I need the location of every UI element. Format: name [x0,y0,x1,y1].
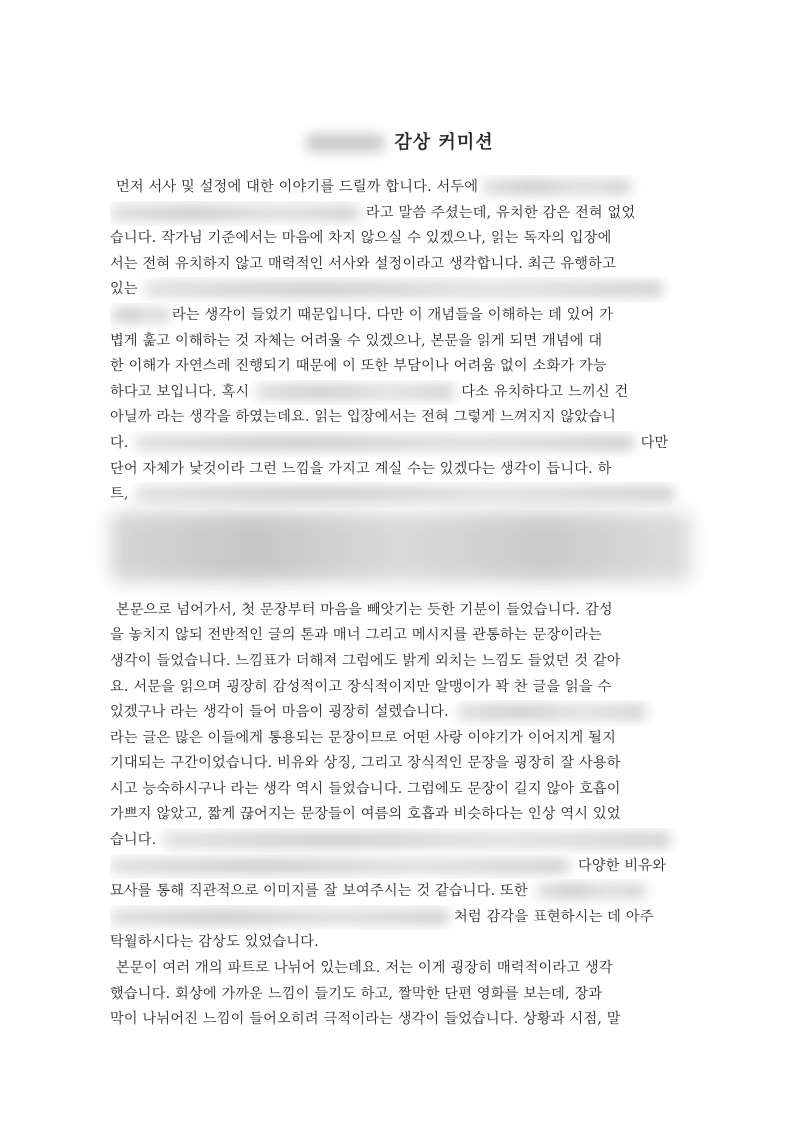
text-line: 있는 [110,277,692,303]
redacted-text [162,832,672,848]
text-line: 시고 능숙하시구나 라는 생각 역시 들었습니다. 그럼에도 문장이 길지 않아 호흡이 [110,780,621,797]
text-line: 기대되는 구간이었습니다. 비유와 상징, 그리고 장식적인 문장을 굉장히 잘 사용하 [110,755,621,772]
redacted-text [457,704,647,720]
text-line: 가쁘지 않았고, 짧게 끊어지는 문장들이 여름의 호흡과 비슷하다는 인상 역시 있었 [110,806,621,823]
text-line: 생각이 들었습니다. 느낌표가 더해져 그럼에도 밝게 외치는 느낌도 들었던 것 같아 [110,652,621,669]
text-line: 먼저 서사 및 설정에 대한 이야기를 드릴까 합니다. 서두에 [110,175,692,201]
text-line: 한 이해가 자연스레 진행되기 때문에 이 또한 부담이나 어려움 없이 소화가 가능 [110,358,607,375]
redacted-text [255,384,455,400]
redacted-text [482,179,632,195]
text-line: 습니다. [110,828,692,854]
text-line: 묘사를 통해 직관적으로 이미지를 잘 보여주시는 것 같습니다. 또한 [110,879,692,905]
text-line: 볍게 훑고 이해하는 것 자체는 어려울 수 있겠으나, 본문을 읽게 되면 개념에 대 [110,332,603,349]
text-line: 습니다. 작가님 기준에서는 마음에 차지 않으실 수 있겠으나, 읽는 독자의 입장에 [110,230,612,247]
text-line: 처럼 감각을 표현하시는 데 아주 [110,905,692,931]
redacted-text [110,858,570,874]
text-line: 라는 글은 많은 이들에게 통용되는 문장이므로 어떤 사랑 이야기가 이어지게 될지 [110,729,616,746]
text-line: 본문이 여러 개의 파트로 나뉘어 있는데요. 저는 이게 굉장히 매력적이라고 생각 [116,960,613,977]
text-line: 막이 나뉘어진 느낌이 들어오히려 극적이라는 생각이 들었습니다. 상황과 시점, 말 [110,1011,621,1028]
text-line: 본문으로 넘어가서, 첫 문장부터 마음을 빼앗기는 듯한 기분이 들었습니다. 감성 [116,601,613,618]
text-line: 하다고 보입니다. 혹시 다소 유치하다고 느끼신 건 [110,383,629,400]
text-line: 했습니다. 회상에 가까운 느낌이 들기도 하고, 짤막한 단편 영화를 보는데, 장과 [110,985,603,1002]
redacted-paragraph [110,512,692,582]
redacted-text [110,909,450,925]
text-line: 다양한 비유와 [110,854,692,880]
text-line: 있겠구나 라는 생각이 들어 마음이 굉장히 설렜습니다. [110,700,692,726]
text-line: 서는 전혀 유치하지 않고 매력적인 서사와 설정이라고 생각합니다. 최근 유행하고 [110,255,616,272]
paragraph-gap [110,584,692,598]
text-line: 탁월하시다는 감상도 있었습니다. [110,934,319,951]
text-line: 라는 생각이 들었기 때문입니다. 다만 이 개념들을 이해하는 데 있어 가 [110,303,692,329]
text-line: 아닐까 라는 생각을 하였는데요. 읽는 입장에서는 전혀 그렇게 느껴지지 않았습니 [110,409,616,426]
redacted-text [144,281,664,297]
redacted-text [135,435,635,451]
redacted-text [110,307,170,323]
text-line: 라고 말씀 주셨는데, 유치한 감은 전혀 없었 [110,201,692,227]
redacted-title-prefix [306,134,384,152]
text-line: 다. 다만 [110,434,669,451]
text-line: 단어 자체가 낯것이라 그런 느낌을 가지고 계실 수는 있겠다는 생각이 듭니다. 하 [110,460,612,477]
document-body [110,175,692,1033]
redacted-text [110,205,360,221]
document-title-row [0,128,800,154]
text-line: 을 놓치지 않되 전반적인 글의 톤과 매너 그리고 메시지를 관통하는 문장이라는 [110,627,603,644]
text-line: 트, [110,482,692,508]
redacted-text [536,883,646,899]
document-title: 감상 커미션 [394,132,494,153]
redacted-text [135,486,675,502]
text-line: 요. 서문을 읽으며 굉장히 감성적이고 장식적이지만 알맹이가 꽉 찬 글을 읽을 수 [110,678,612,695]
